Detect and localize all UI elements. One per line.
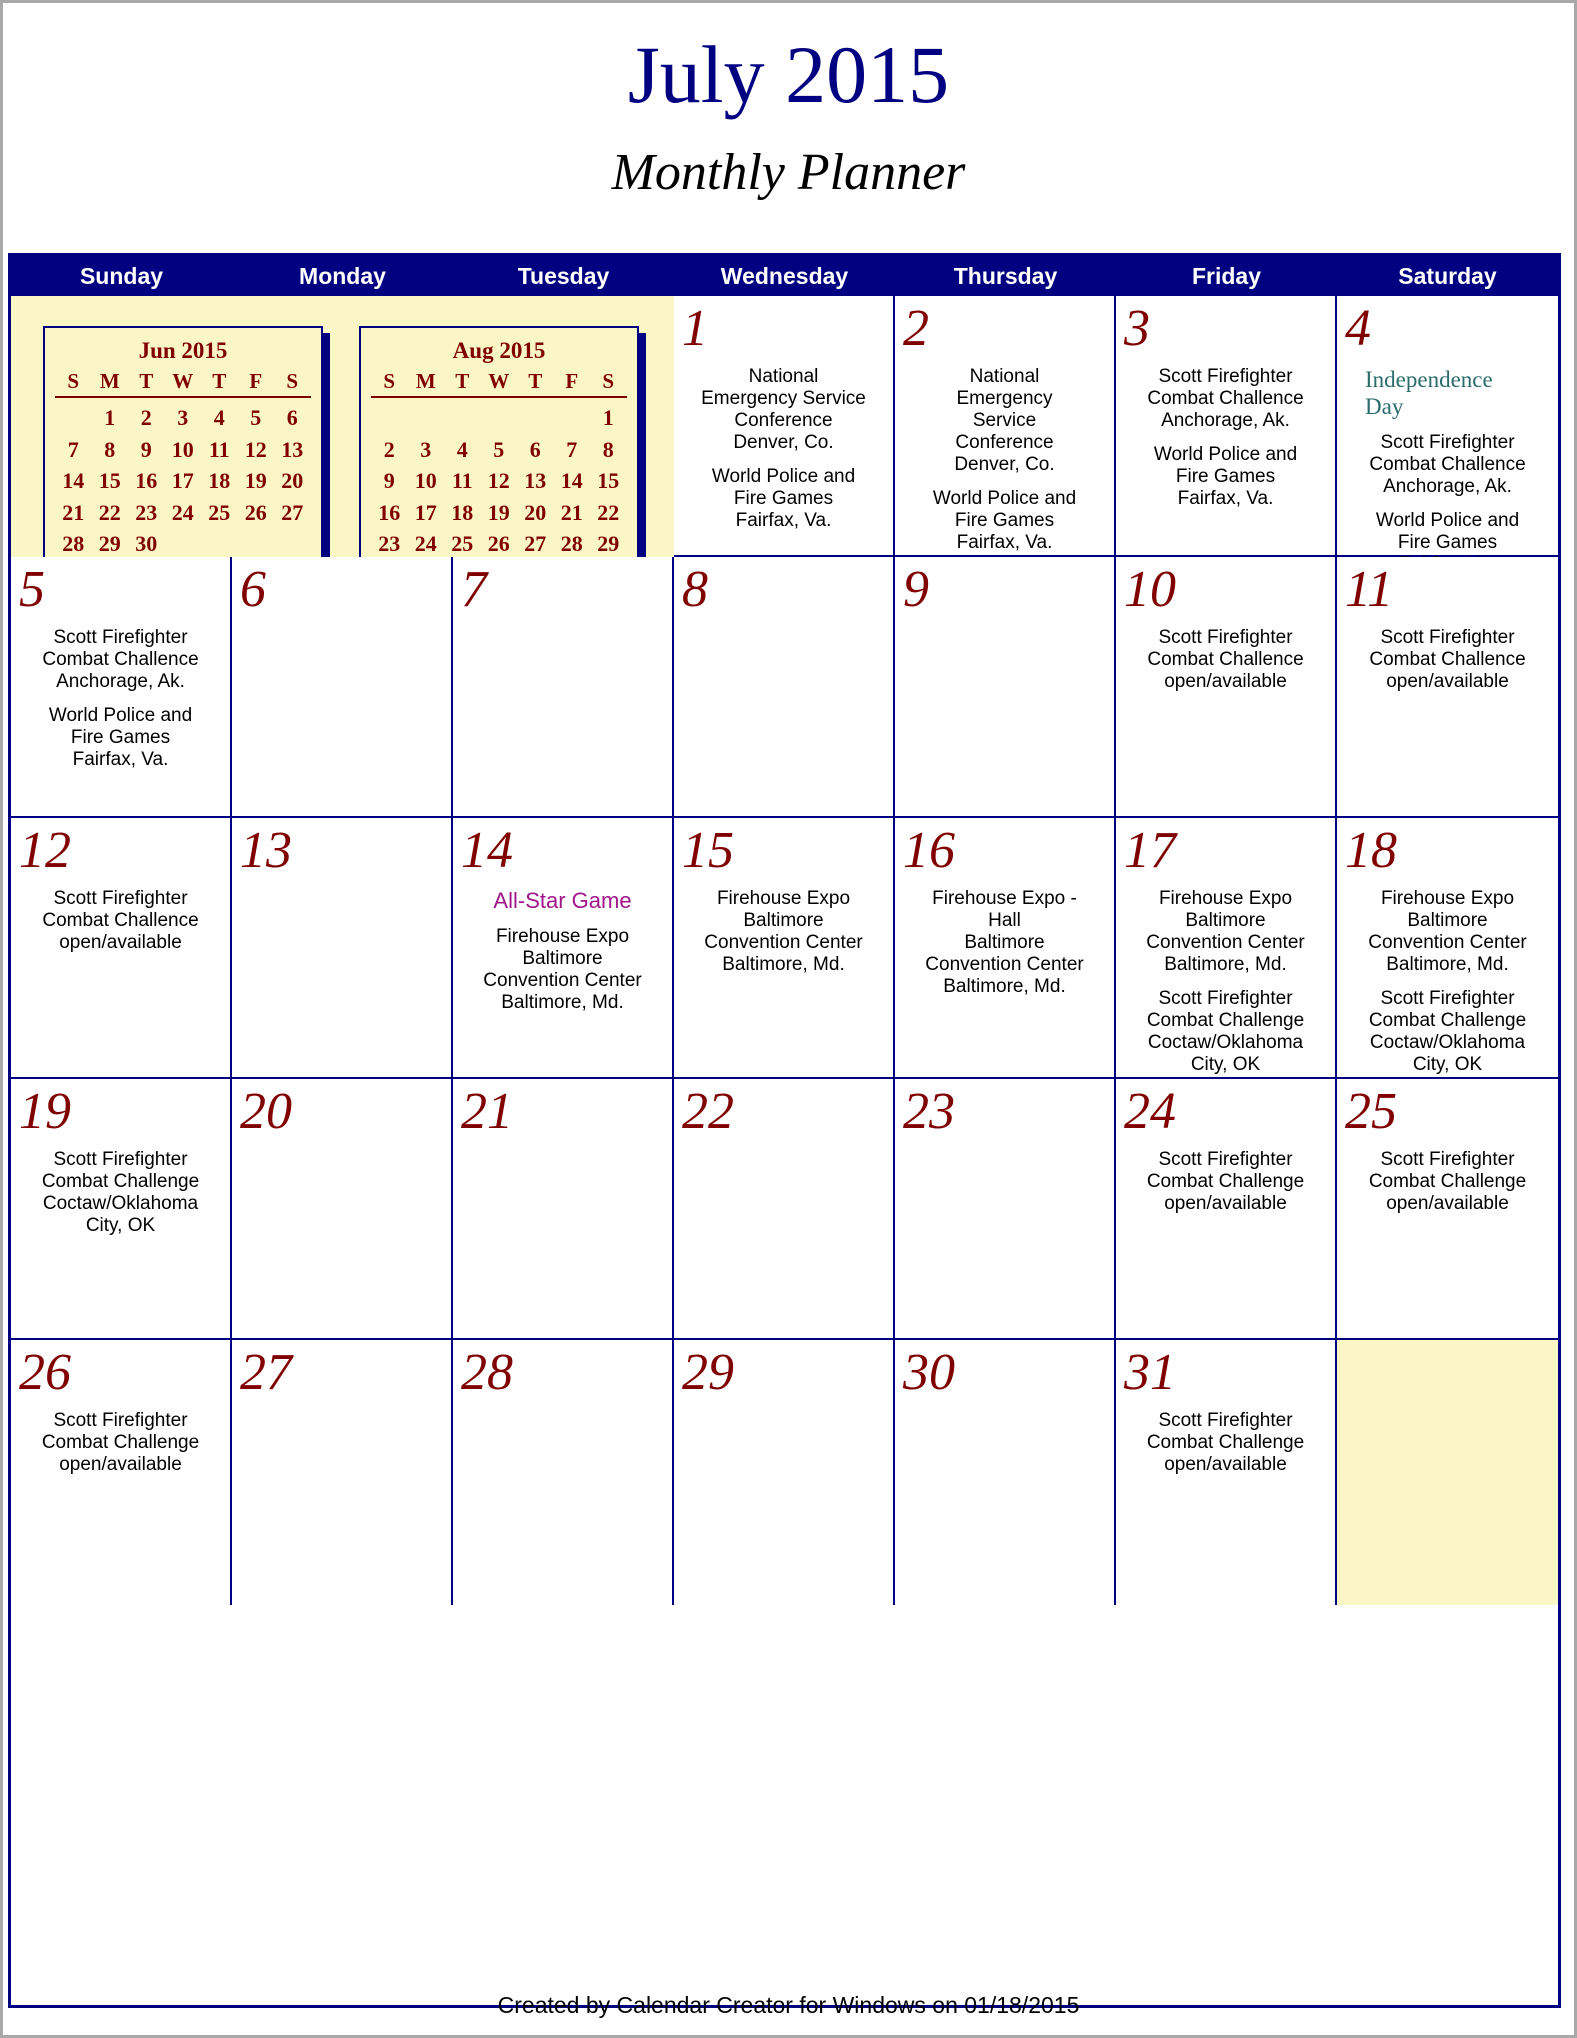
event-text: Firehouse Expo Baltimore Convention Center Baltimore, Md. <box>1368 888 1527 975</box>
day-cell <box>453 818 674 1079</box>
day-number: 15 <box>682 822 734 879</box>
day-number: 26 <box>19 1344 71 1401</box>
event-text: National Emergency Service Conference Denver, Co. <box>954 366 1055 475</box>
day-events <box>1341 627 1554 705</box>
mini-calendar-day: 9 <box>140 436 152 462</box>
day-number: 3 <box>1124 300 1150 357</box>
event-text: Scott Firefighter Combat Challence open/available <box>1369 627 1526 692</box>
mini-calendar-day: 10 <box>414 468 437 493</box>
mini-calendar-day: 30 <box>135 531 158 556</box>
mini-calendar-day: 17 <box>414 499 437 525</box>
mini-calendar-day <box>517 402 554 434</box>
mini-calendar-day: 5 <box>493 436 505 462</box>
day-events <box>1120 1149 1331 1227</box>
weekday-sunday: Sunday <box>79 263 164 289</box>
mini-calendar-day: 16 <box>378 499 401 525</box>
day-events <box>899 888 1110 1010</box>
mini-calendar-weekday: T <box>212 369 227 393</box>
mini-calendar-day: 4 <box>456 436 468 462</box>
mini-calendar-day: 20 <box>524 499 547 525</box>
mini-calendar-week <box>55 528 311 560</box>
day-cell <box>453 1340 674 1605</box>
day-cell <box>11 557 232 818</box>
mini-calendar-day: 20 <box>281 468 304 493</box>
day-number: 29 <box>682 1344 734 1401</box>
day-number: 27 <box>240 1344 292 1401</box>
mini-calendar-week <box>55 497 311 529</box>
mini-calendar-day: 28 <box>560 531 583 556</box>
mini-calendar-day: 17 <box>171 468 194 493</box>
day-cell <box>1116 818 1337 1079</box>
weekday-tuesday: Tuesday <box>517 263 610 289</box>
event-text: World Police and Fire Games <box>1375 510 1520 553</box>
mini-calendar-title: Aug 2015 <box>452 338 546 363</box>
mini-calendar-day <box>408 402 445 434</box>
event-text: Scott Firefighter Combat Challenge open/available <box>1146 1149 1305 1214</box>
event-text: Scott Firefighter Combat Challence Anchorage, Ak. <box>1369 432 1526 497</box>
day-number: 28 <box>461 1344 513 1401</box>
mini-calendar-day: 6 <box>529 436 541 462</box>
mini-calendar-day: 2 <box>383 436 395 462</box>
mini-calendar-day: 18 <box>451 499 474 525</box>
weekday-header <box>11 256 1558 296</box>
day-events <box>457 888 668 1026</box>
day-number: 11 <box>1345 561 1394 618</box>
month-grid <box>11 296 1558 2005</box>
mini-calendar-day: 7 <box>566 436 578 462</box>
mini-calendar-day: 19 <box>487 499 510 525</box>
day-events <box>678 888 889 988</box>
day-number: 12 <box>19 822 71 879</box>
empty-day-cell <box>1337 1340 1558 1605</box>
mini-calendar-day: 18 <box>208 468 231 493</box>
day-cell <box>453 557 674 818</box>
mini-calendar-day: 3 <box>177 405 189 430</box>
event-text: Firehouse Expo Baltimore Convention Center Baltimore, Md. <box>1146 888 1305 975</box>
mini-calendar-day <box>238 528 275 560</box>
mini-calendar-day: 19 <box>244 468 267 493</box>
mini-calendar-week <box>55 465 311 497</box>
day-cell <box>1116 1340 1337 1605</box>
day-number: 22 <box>682 1083 734 1140</box>
day-number: 31 <box>1124 1344 1176 1401</box>
day-number: 1 <box>682 300 708 357</box>
day-cell <box>1337 1079 1558 1340</box>
day-cell <box>674 557 895 818</box>
day-number: 6 <box>240 561 266 618</box>
day-number: 4 <box>1345 300 1371 357</box>
day-number: 23 <box>903 1083 955 1140</box>
day-number: 17 <box>1124 822 1176 879</box>
day-events <box>1120 366 1331 522</box>
day-cell <box>232 1340 453 1605</box>
day-cell <box>1337 557 1558 818</box>
mini-calendar-day: 27 <box>524 531 547 556</box>
event-text: Firehouse Expo - Hall Baltimore Convention Center Baltimore, Md. <box>925 888 1084 997</box>
day-cell <box>674 818 895 1079</box>
day-cell <box>232 1079 453 1340</box>
event-text: Scott Firefighter Combat Challence Anchorage, Ak. <box>1147 366 1304 431</box>
mini-calendar-day: 27 <box>281 499 304 525</box>
day-events <box>678 366 889 544</box>
weekday-wednesday: Wednesday <box>720 263 849 289</box>
event-text: World Police and Fire Games Fairfax, Va. <box>1153 444 1298 509</box>
mini-calendar-day: 8 <box>602 436 614 462</box>
day-number: 10 <box>1124 561 1176 618</box>
mini-calendar-title: Jun 2015 <box>138 338 228 363</box>
event-text: Firehouse Expo Baltimore Convention Center Baltimore, Md. <box>704 888 863 975</box>
day-number: 5 <box>19 561 45 618</box>
mini-calendar-day <box>371 402 408 434</box>
mini-calendar-week <box>371 434 627 466</box>
day-cell <box>895 557 1116 818</box>
mini-calendar-day: 15 <box>98 468 121 493</box>
day-number: 9 <box>903 561 929 618</box>
mini-calendar-weekday: S <box>67 369 80 393</box>
day-cell <box>1116 296 1337 557</box>
mini-calendar-day: 15 <box>597 468 620 493</box>
event-text: Scott Firefighter Combat Challenge Coctaw/Oklahoma City, OK <box>1146 988 1305 1075</box>
day-number: 8 <box>682 561 708 618</box>
mini-calendar-day: 22 <box>98 499 121 525</box>
page-title: July 2015 <box>627 29 950 120</box>
day-cell <box>674 1079 895 1340</box>
day-cell <box>1116 1079 1337 1340</box>
mini-calendar-day <box>444 402 481 434</box>
mini-calendar-day: 2 <box>140 405 152 430</box>
mini-calendar-weekday: F <box>249 369 263 393</box>
mini-calendar-day: 1 <box>104 405 116 430</box>
day-cell <box>674 1340 895 1605</box>
mini-calendar-day: 10 <box>171 436 194 462</box>
day-cell <box>11 1079 232 1340</box>
mini-calendar-day: 14 <box>62 468 85 493</box>
day-cell <box>674 296 895 557</box>
event-text: World Police and Fire Games Fairfax, Va. <box>932 488 1077 553</box>
weekday-saturday: Saturday <box>1398 263 1497 289</box>
day-events <box>1120 888 1331 1088</box>
day-events <box>1120 1410 1331 1488</box>
mini-calendar-day: 24 <box>414 531 437 556</box>
mini-calendar-day: 25 <box>208 499 231 525</box>
event-text: Scott Firefighter Combat Challenge open/available <box>1368 1149 1527 1214</box>
mini-calendar-week <box>371 497 627 529</box>
day-number: 7 <box>461 561 487 618</box>
event-text: Scott Firefighter Combat Challence Anchorage, Ak. <box>42 627 199 692</box>
mini-calendar-day: 26 <box>244 499 267 525</box>
day-cell <box>1116 557 1337 818</box>
mini-calendar-day: 11 <box>208 436 230 462</box>
event-text: Scott Firefighter Combat Challenge open/available <box>1146 1410 1305 1475</box>
day-cell <box>1337 296 1558 557</box>
mini-calendar-day <box>554 402 591 434</box>
event-text: Scott Firefighter Combat Challence open/available <box>42 888 199 953</box>
mini-calendar-day: 25 <box>451 531 474 556</box>
mini-calendar-week <box>371 402 627 434</box>
day-number: 18 <box>1345 822 1397 879</box>
mini-calendar-day: 6 <box>286 405 298 430</box>
day-events <box>15 627 226 783</box>
day-cell <box>11 1340 232 1605</box>
day-number: 20 <box>240 1083 292 1140</box>
mini-calendar-day: 22 <box>597 499 620 525</box>
day-number: 2 <box>903 300 929 357</box>
day-events <box>1120 627 1331 705</box>
mini-calendar-weekday: M <box>415 369 436 393</box>
mini-calendar-weekday: T <box>139 369 154 393</box>
mini-calendar-day: 29 <box>597 531 620 556</box>
mini-calendar-day <box>201 528 238 560</box>
mini-calendar-day <box>165 528 202 560</box>
mini-calendar-weekday: T <box>455 369 470 393</box>
mini-calendar-day <box>481 402 518 434</box>
mini-calendar-day: 21 <box>62 499 85 525</box>
day-number: 14 <box>461 822 513 879</box>
day-number: 16 <box>903 822 955 879</box>
event-text: Scott Firefighter Combat Challenge Coctaw/Oklahoma City, OK <box>41 1149 200 1236</box>
day-events <box>1341 1149 1554 1227</box>
day-cell <box>895 296 1116 557</box>
mini-calendar-day: 8 <box>104 436 116 462</box>
event-text: World Police and Fire Games Fairfax, Va. <box>48 705 193 770</box>
day-events <box>15 888 226 966</box>
footer-credit: Created by Calendar Creator for Windows on 01/18/2015 <box>497 1992 1080 2018</box>
mini-calendar-day: 1 <box>602 405 614 430</box>
mini-calendar-day: 4 <box>213 405 225 430</box>
mini-calendar-day: 7 <box>67 436 79 462</box>
event-text: Scott Firefighter Combat Challenge Coctaw/Oklahoma City, OK <box>1368 988 1527 1075</box>
mini-calendar-day <box>274 528 311 560</box>
day-number: 25 <box>1345 1083 1397 1140</box>
mini-calendar-weekday: F <box>565 369 579 393</box>
mini-calendar-day: 13 <box>281 436 304 462</box>
mini-calendar-day: 26 <box>487 531 510 556</box>
mini-calendar-day: 23 <box>135 499 158 525</box>
day-events <box>15 1149 226 1249</box>
mini-calendar-weekday-row <box>55 366 311 398</box>
mini-calendar-day: 12 <box>244 436 267 462</box>
mini-calendar-day: 28 <box>62 531 85 556</box>
mini-calendar-week <box>371 528 627 560</box>
mini-calendar-weekday: W <box>172 369 194 393</box>
mini-calendar-week <box>371 465 627 497</box>
weekday-thursday: Thursday <box>953 263 1058 289</box>
day-number: 21 <box>461 1083 513 1140</box>
day-cell <box>895 1079 1116 1340</box>
day-number: 24 <box>1124 1083 1176 1140</box>
mini-calendar-day: 24 <box>171 499 194 525</box>
mini-calendar-weekday: M <box>99 369 120 393</box>
calendar-grid-frame <box>8 253 1561 2008</box>
day-cell <box>895 1340 1116 1605</box>
page-subtitle: Monthly Planner <box>611 144 966 201</box>
mini-calendar-day <box>55 402 92 434</box>
event-text: National Emergency Service Conference Denver, Co. <box>701 366 866 453</box>
event-text: All-Star Game <box>493 888 632 913</box>
mini-calendar-day: 21 <box>560 499 583 525</box>
day-cell <box>232 557 453 818</box>
day-cell <box>453 1079 674 1340</box>
event-text: Firehouse Expo Baltimore Convention Center Baltimore, Md. <box>483 926 642 1013</box>
weekday-monday: Monday <box>299 263 386 289</box>
day-events <box>1341 366 1554 588</box>
mini-calendar-day: 29 <box>98 531 121 556</box>
day-number: 30 <box>903 1344 955 1401</box>
day-number: 13 <box>240 822 292 879</box>
mini-calendar-day: 13 <box>524 468 547 493</box>
mini-calendar-day: 16 <box>135 468 158 493</box>
mini-calendar-day: 9 <box>383 468 395 493</box>
day-cell <box>232 818 453 1079</box>
mini-calendar-weekday: T <box>528 369 543 393</box>
weekday-friday: Friday <box>1191 263 1262 289</box>
day-cell <box>11 818 232 1079</box>
day-cell <box>1337 818 1558 1079</box>
mini-calendar-week <box>55 434 311 466</box>
mini-calendar-weekday: S <box>602 369 615 393</box>
mini-calendar-week <box>55 402 311 434</box>
mini-calendar-day: 23 <box>378 531 401 556</box>
mini-calendar-weekday: S <box>383 369 396 393</box>
mini-calendar-day: 11 <box>451 468 473 493</box>
mini-calendar-day: 3 <box>420 436 432 462</box>
day-events <box>1341 888 1554 1088</box>
event-text: Scott Firefighter Combat Challence open/available <box>1147 627 1304 692</box>
holiday-label: Independence Day <box>1365 367 1493 419</box>
mini-calendar-weekday: S <box>286 369 299 393</box>
day-number: 19 <box>19 1083 71 1140</box>
event-text: Scott Firefighter Combat Challenge open/available <box>41 1410 200 1475</box>
day-events <box>899 366 1110 566</box>
mini-calendar-day: 12 <box>487 468 510 493</box>
day-events <box>15 1410 226 1488</box>
day-cell <box>895 818 1116 1079</box>
mini-calendar-weekday-row <box>371 366 627 398</box>
mini-calendar-weekday: W <box>488 369 510 393</box>
mini-calendar-day: 5 <box>250 405 262 430</box>
mini-calendar-day: 14 <box>560 468 583 493</box>
event-text: World Police and Fire Games Fairfax, Va. <box>711 466 856 531</box>
